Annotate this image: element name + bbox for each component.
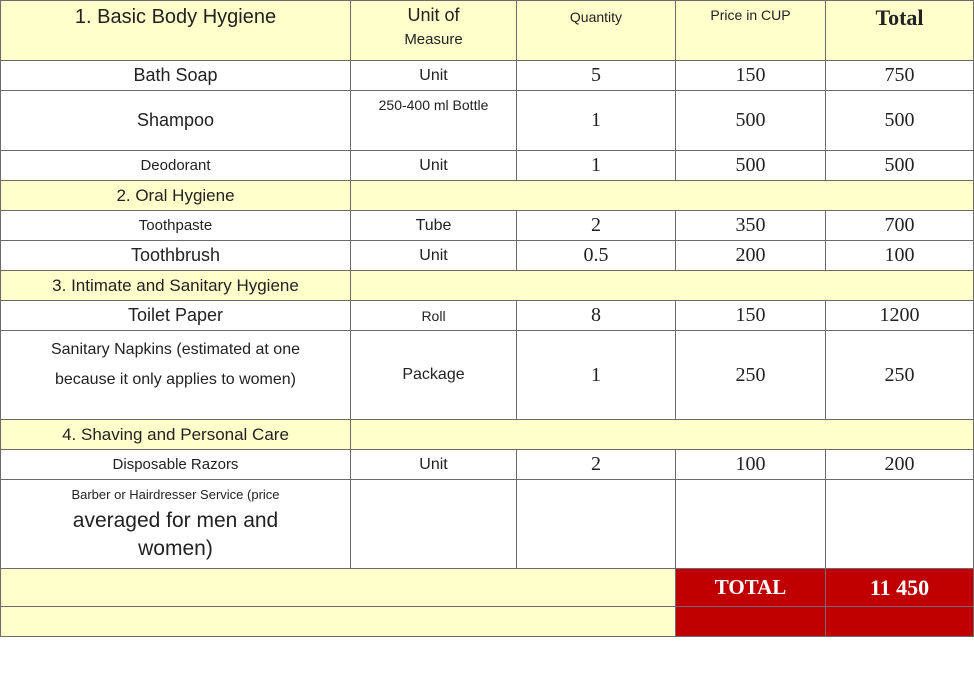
- table-row: [1, 480, 974, 569]
- table-row: [1, 450, 974, 480]
- header-quantity: Quantity: [517, 1, 676, 61]
- item-unit: Unit: [351, 151, 517, 181]
- item-unit: Unit: [351, 450, 517, 480]
- item-total: 750: [826, 61, 974, 91]
- item-name-line: Sanitary Napkins (estimated at one: [50, 341, 300, 358]
- item-quantity: 1: [517, 331, 676, 420]
- table-row: [1, 241, 974, 271]
- table-row: [1, 331, 974, 420]
- item-price: 350: [676, 211, 826, 241]
- item-unit: 250-400 ml Bottle: [351, 91, 517, 151]
- item-quantity: 1: [517, 91, 676, 151]
- item-total: 200: [826, 450, 974, 480]
- item-quantity: 0.5: [517, 241, 676, 271]
- trailing-row: [1, 607, 974, 637]
- item-quantity: 2: [517, 450, 676, 480]
- table-row: [1, 301, 974, 331]
- item-name-line: averaged for men and: [72, 509, 279, 532]
- item-name: Toothbrush: [1, 241, 351, 271]
- table-row: [1, 211, 974, 241]
- item-price: 150: [676, 61, 826, 91]
- header-unit-line1: Unit of: [407, 5, 460, 25]
- item-quantity: 2: [517, 211, 676, 241]
- item-quantity: 1: [517, 151, 676, 181]
- item-price: 150: [676, 301, 826, 331]
- item-name-line: because it only applies to women): [54, 371, 297, 388]
- header-unit-line2: Measure: [404, 30, 463, 48]
- section-intimate-hygiene: 3. Intimate and Sanitary Hygiene: [1, 271, 351, 301]
- grand-total-value: 11 450: [826, 569, 974, 607]
- section-oral-hygiene: 2. Oral Hygiene: [1, 181, 351, 211]
- item-name: [1, 480, 351, 569]
- table-header-row: [1, 1, 974, 61]
- item-total: 1200: [826, 301, 974, 331]
- item-unit: Roll: [351, 301, 517, 331]
- item-price: 500: [676, 151, 826, 181]
- grand-total-label: TOTAL: [676, 569, 826, 607]
- section-row: [1, 271, 974, 301]
- header-unit-of-measure: [351, 1, 517, 61]
- section-row: [1, 181, 974, 211]
- item-name: Disposable Razors: [1, 450, 351, 480]
- item-unit: [351, 480, 517, 569]
- item-price: [676, 480, 826, 569]
- item-total: 500: [826, 151, 974, 181]
- item-unit: Tube: [351, 211, 517, 241]
- table-row: [1, 61, 974, 91]
- item-price: 100: [676, 450, 826, 480]
- section-fill: [351, 420, 974, 450]
- item-name: Deodorant: [1, 151, 351, 181]
- header-price: Price in CUP: [676, 1, 826, 61]
- item-total: 100: [826, 241, 974, 271]
- item-name-line: Barber or Hairdresser Service (price: [71, 487, 280, 502]
- section-fill: [351, 271, 974, 301]
- section-row: [1, 420, 974, 450]
- item-price: 200: [676, 241, 826, 271]
- item-name-line: women): [138, 537, 213, 560]
- header-total: Total: [826, 1, 974, 61]
- item-total: 700: [826, 211, 974, 241]
- item-name: Toothpaste: [1, 211, 351, 241]
- item-total: 250: [826, 331, 974, 420]
- total-row-fill: [1, 569, 676, 607]
- item-quantity: [517, 480, 676, 569]
- item-unit: Unit: [351, 241, 517, 271]
- section-fill: [351, 181, 974, 211]
- header-category: 1. Basic Body Hygiene: [1, 1, 351, 61]
- item-total: 500: [826, 91, 974, 151]
- item-quantity: 5: [517, 61, 676, 91]
- item-name: Bath Soap: [1, 61, 351, 91]
- item-unit: Package: [351, 331, 517, 420]
- item-quantity: 8: [517, 301, 676, 331]
- trailing-row-fill: [1, 607, 676, 637]
- total-row: [1, 569, 974, 607]
- item-price: 500: [676, 91, 826, 151]
- item-name: [1, 331, 351, 420]
- item-price: 250: [676, 331, 826, 420]
- section-shaving-care: 4. Shaving and Personal Care: [1, 420, 351, 450]
- item-unit: Unit: [351, 61, 517, 91]
- item-name: Toilet Paper: [1, 301, 351, 331]
- trailing-red-cell: [826, 607, 974, 637]
- item-name: Shampoo: [1, 91, 351, 151]
- trailing-red-cell: [676, 607, 826, 637]
- table-row: [1, 151, 974, 181]
- table-row: [1, 91, 974, 151]
- item-total: [826, 480, 974, 569]
